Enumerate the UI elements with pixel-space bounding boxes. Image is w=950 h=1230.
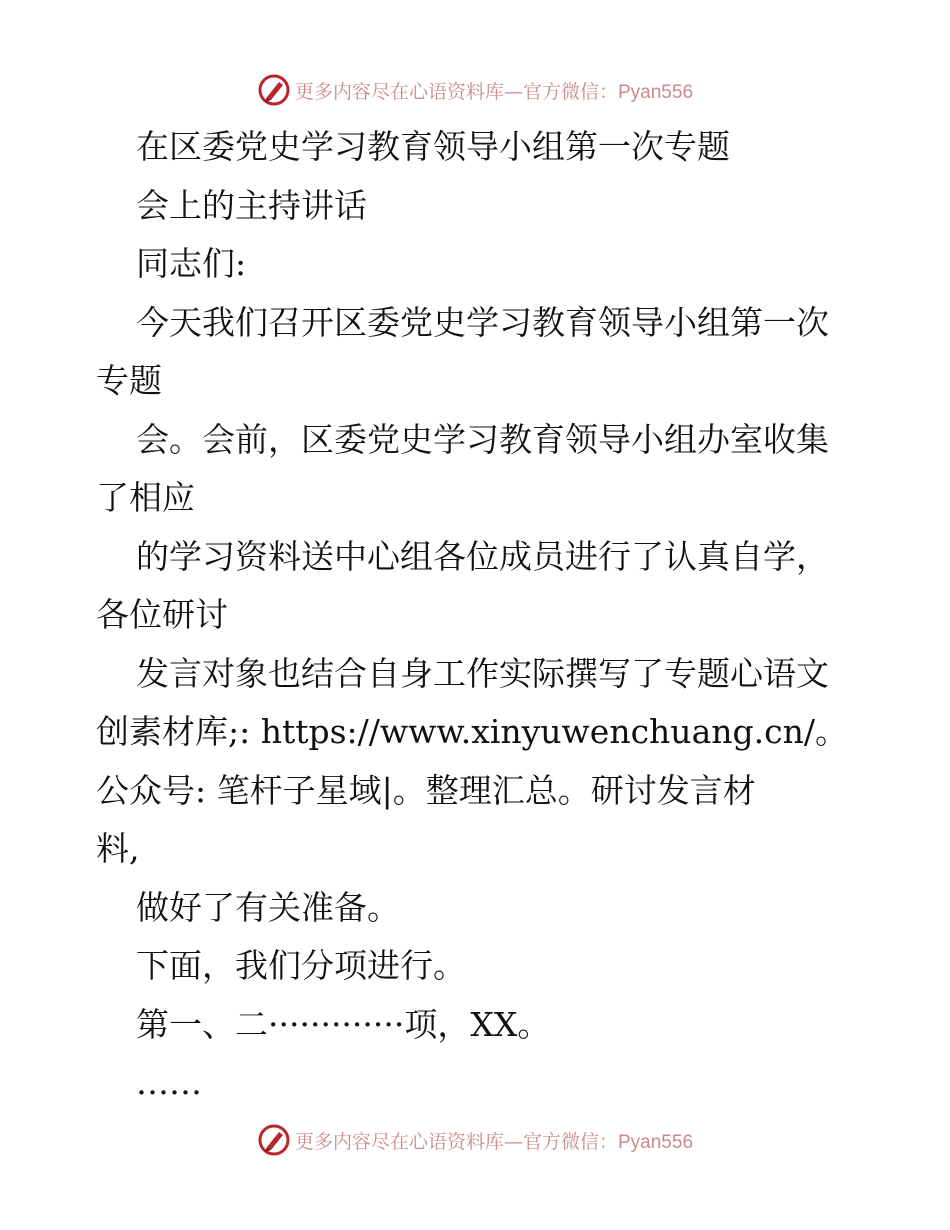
salutation: 同志们:: [136, 244, 247, 283]
header-banner-wechat-id: Pyan556: [618, 81, 694, 103]
header-banner-main: 更多内容尽在心语资料库: [294, 80, 504, 103]
ellipsis-line: ……: [136, 1063, 202, 1102]
title-line-1: 在区委党史学习教育领导小组第一次专题: [136, 127, 730, 166]
paragraph-line-url: 创素材库;: https://www.xinyuwenchuang.cn/。: [96, 712, 848, 751]
header-banner-wechat-label: 官方微信：: [522, 80, 618, 103]
footer-banner-wechat-id: Pyan556: [618, 1131, 694, 1153]
footer-banner-dash: —: [503, 1130, 523, 1153]
header-banner-dash: —: [503, 80, 523, 103]
paragraph-line: 各位研讨: [96, 595, 228, 634]
pen-logo-icon: [257, 73, 291, 107]
header-banner: [0, 70, 950, 110]
footer-banner-text: [295, 1127, 693, 1154]
document-body: [96, 118, 866, 1113]
paragraph-line: 会。会前，区委党史学习教育领导小组办室收集: [136, 419, 829, 459]
header-banner-text: [295, 77, 693, 104]
paragraph-line: 公众号: 笔杆子星域|。整理汇总。研讨发言材: [96, 770, 756, 810]
paragraph-line: 发言对象也结合自身工作实际撰写了专题心语文: [136, 653, 829, 693]
paragraph-line: 了相应: [96, 478, 195, 517]
paragraph-line: 的学习资料送中心组各位成员进行了认真自学，: [136, 536, 829, 576]
footer-banner: [0, 1120, 950, 1160]
paragraph-line: 下面，我们分项进行。: [136, 946, 466, 985]
paragraph-line: 今天我们召开区委党史学习教育领导小组第一次: [136, 302, 829, 342]
paragraph-line: 做好了有关准备。: [136, 887, 400, 927]
paragraph-line: 专题: [96, 361, 162, 400]
paragraph-line: 料,: [96, 829, 140, 868]
footer-banner-main: 更多内容尽在心语资料库: [294, 1130, 504, 1153]
footer-banner-wechat-label: 官方微信：: [522, 1130, 618, 1153]
agenda-line: 第一、二·············项，XX。: [136, 1004, 551, 1044]
title-line-2: 会上的主持讲话: [136, 185, 367, 225]
pen-logo-icon: [257, 1123, 291, 1157]
